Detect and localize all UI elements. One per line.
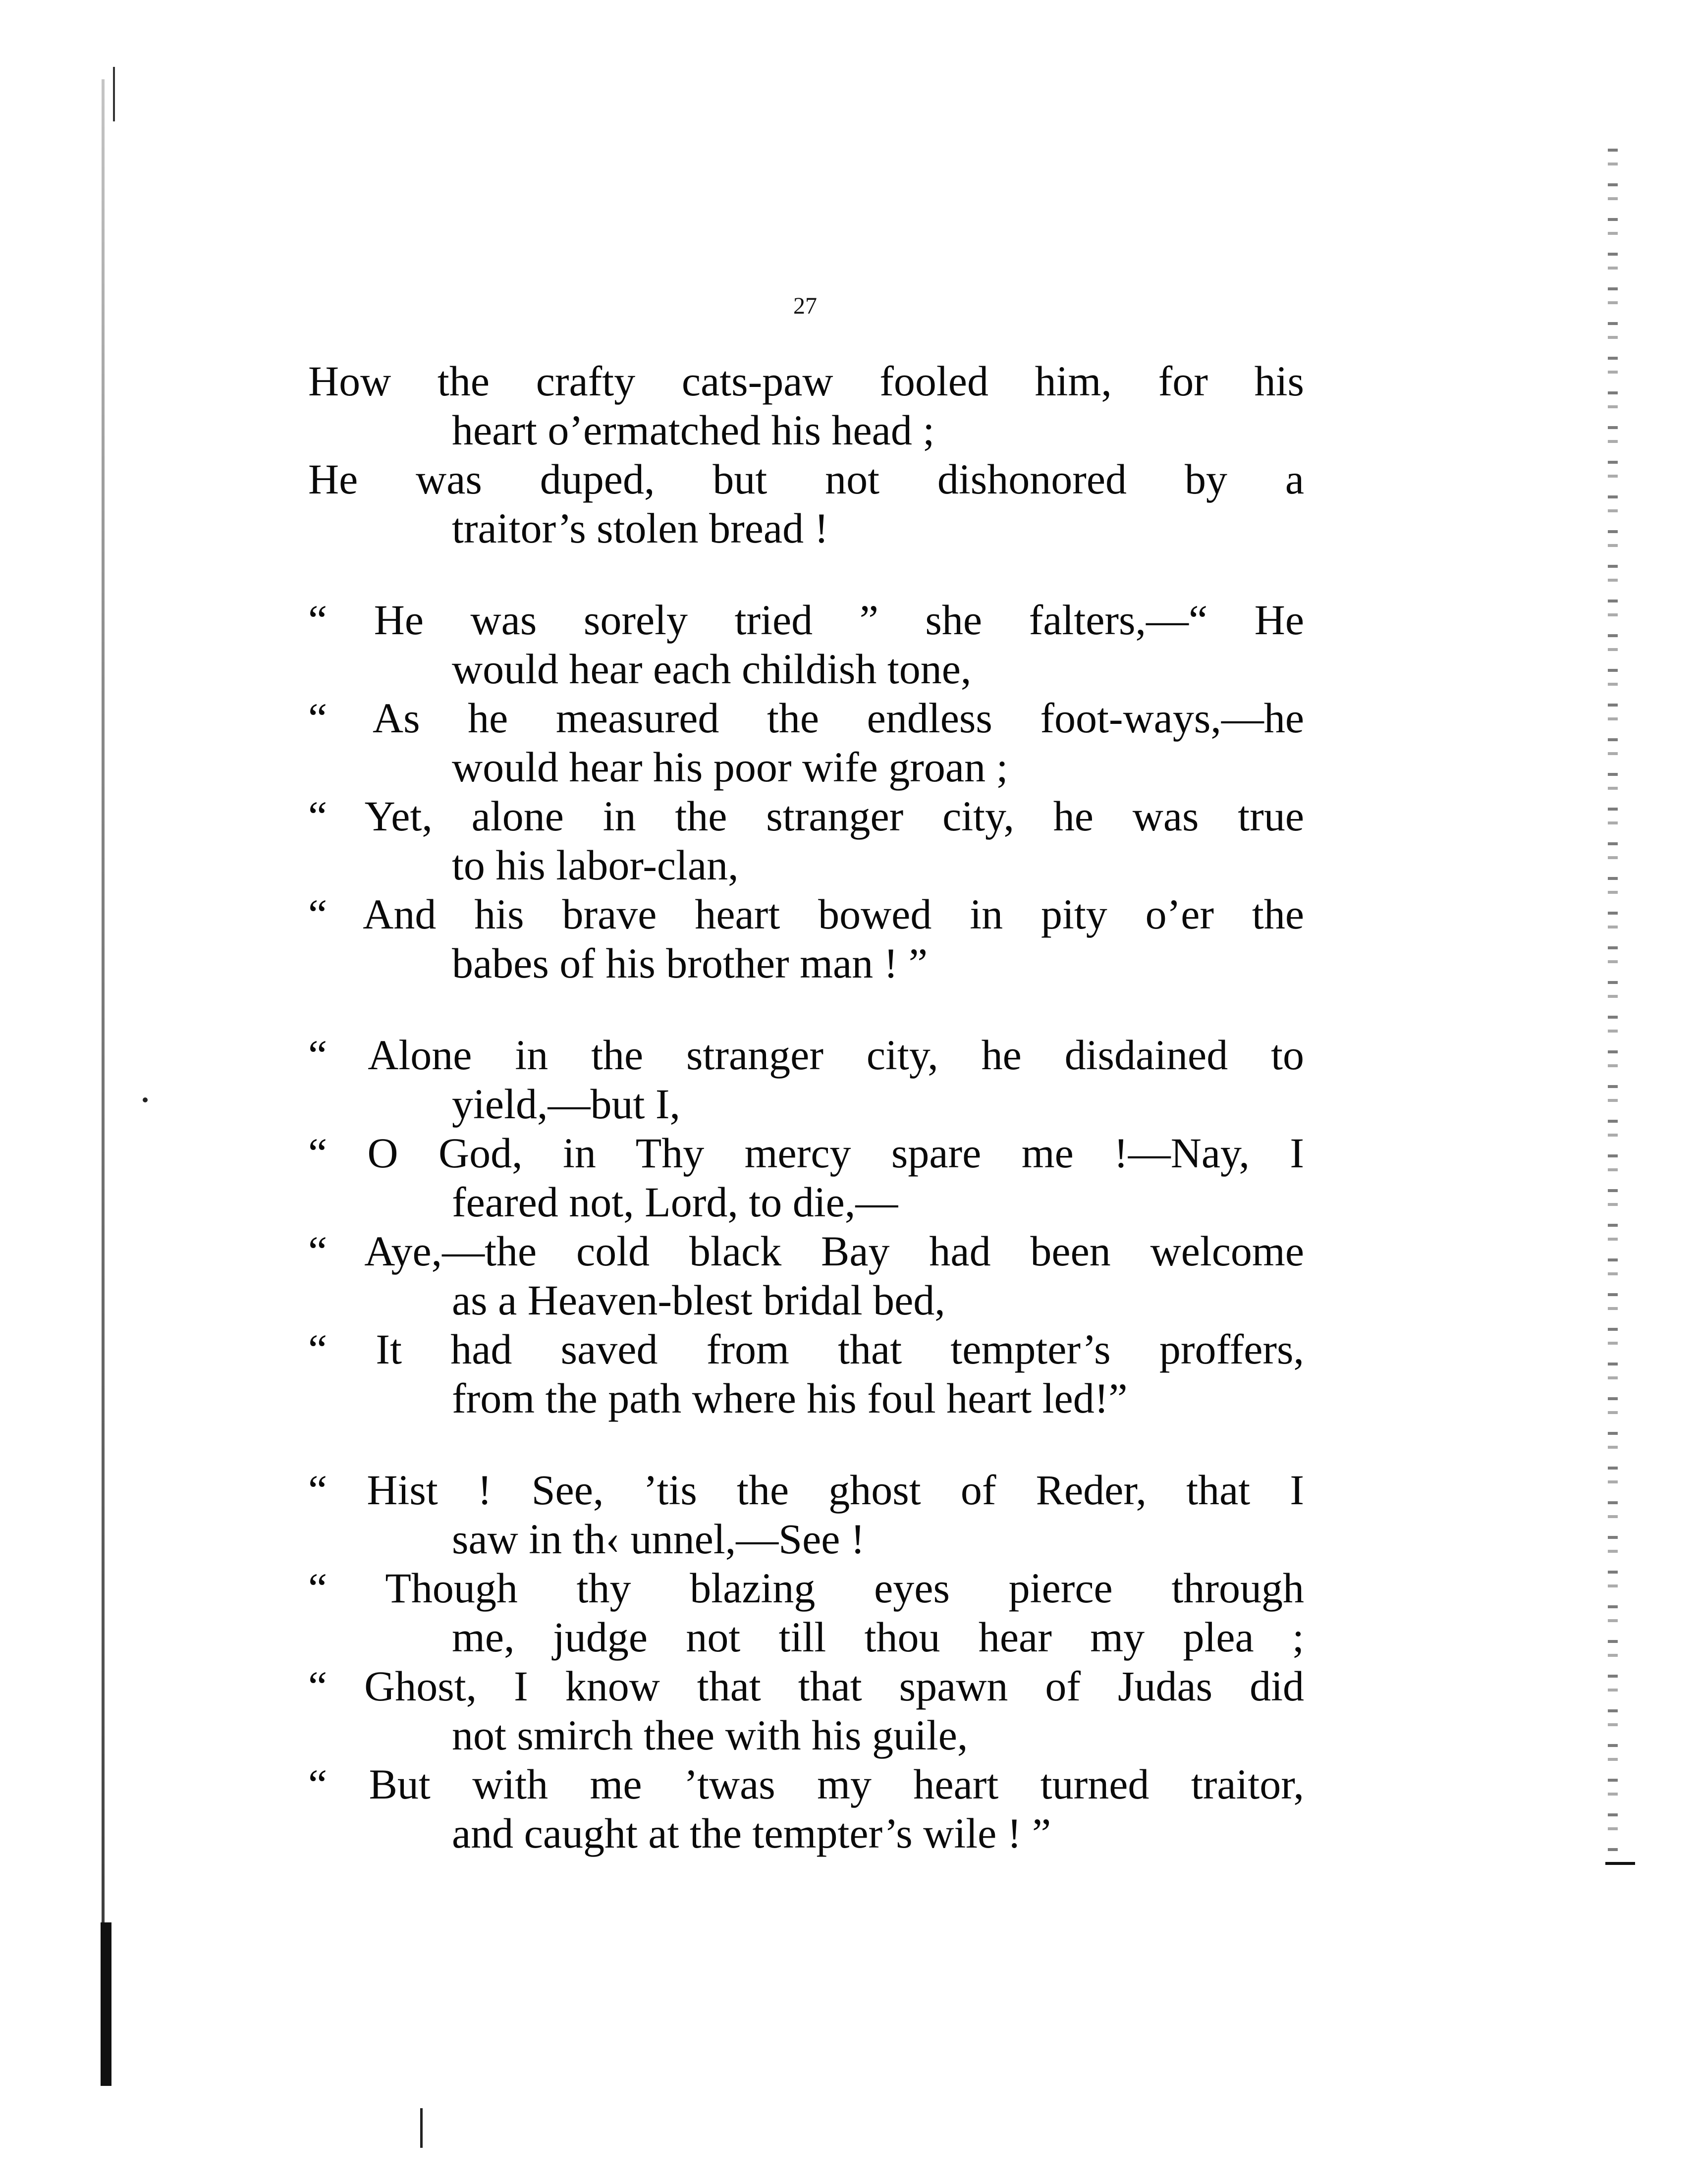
facing-page-mark <box>1605 1862 1635 1865</box>
poem-line-continuation: would hear each childish tone, <box>452 645 972 693</box>
poem-line: “ He was sorely tried ” she falters,—“ He <box>308 596 1304 644</box>
poem-body <box>308 357 1304 1858</box>
stanza <box>308 357 1304 553</box>
poem-line-continuation: to his labor-clan, <box>452 841 739 889</box>
poem-line: “ Yet, alone in the stranger city, he was true <box>308 792 1304 840</box>
poem-line-continuation: babes of his brother man ! ” <box>452 939 928 987</box>
poem-line: “ Alone in the stranger city, he disdained to <box>308 1031 1304 1079</box>
poem-line: “ Ghost, I know that that spawn of Judas did <box>308 1662 1304 1710</box>
poem-line: “ Hist ! See, ’tis the ghost of Reder, that I <box>308 1466 1304 1514</box>
poem-line: “ O God, in Thy mercy spare me !—Nay, I <box>308 1129 1304 1177</box>
poem-line-continuation: me, judge not till thou hear my plea ; <box>452 1613 1304 1661</box>
poem-line-continuation: would hear his poor wife groan ; <box>452 743 1008 791</box>
scan-speck <box>143 1097 148 1102</box>
poem-line-continuation: from the path where his foul heart led!” <box>452 1374 1128 1422</box>
poem-line-continuation: feared not, Lord, to die,— <box>452 1178 898 1226</box>
page-number: 27 <box>793 293 817 319</box>
scan-tick-mark <box>420 2108 423 2148</box>
poem-line: How the crafty cats-paw fooled him, for his <box>308 357 1304 405</box>
binding-edge-dark <box>101 1922 111 2086</box>
poem-line-continuation: saw in th‹ unnel,—See ! <box>452 1515 865 1563</box>
poem-line: “ But with me ’twas my heart turned traitor, <box>308 1760 1304 1808</box>
binding-edge-shadow <box>102 79 105 2066</box>
poem-line-continuation: heart o’ermatched his head ; <box>452 406 935 454</box>
poem-line: He was duped, but not dishonored by a <box>308 455 1304 503</box>
poem-line-continuation: yield,—but I, <box>452 1080 680 1128</box>
stanza <box>308 1466 1304 1858</box>
poem-line: “ Aye,—the cold black Bay had been welcome <box>308 1227 1304 1275</box>
poem-line: “ As he measured the endless foot-ways,—he <box>308 694 1304 742</box>
binding-edge-mark <box>113 67 115 121</box>
poem-line: “ It had saved from that tempter’s proffers, <box>308 1325 1304 1373</box>
poem-line-continuation: not smirch thee with his guile, <box>452 1711 968 1759</box>
facing-page-bleed <box>1608 149 1618 1883</box>
poem-line: “ And his brave heart bowed in pity o’er the <box>308 890 1304 938</box>
poem-line-continuation: traitor’s stolen bread ! <box>452 504 829 552</box>
stanza <box>308 596 1304 988</box>
poem-line: “ Though thy blazing eyes pierce through <box>308 1564 1304 1612</box>
poem-line-continuation: and caught at the tempter’s wile ! ” <box>452 1809 1051 1857</box>
stanza <box>308 1031 1304 1423</box>
poem-line-continuation: as a Heaven-blest bridal bed, <box>452 1276 945 1324</box>
